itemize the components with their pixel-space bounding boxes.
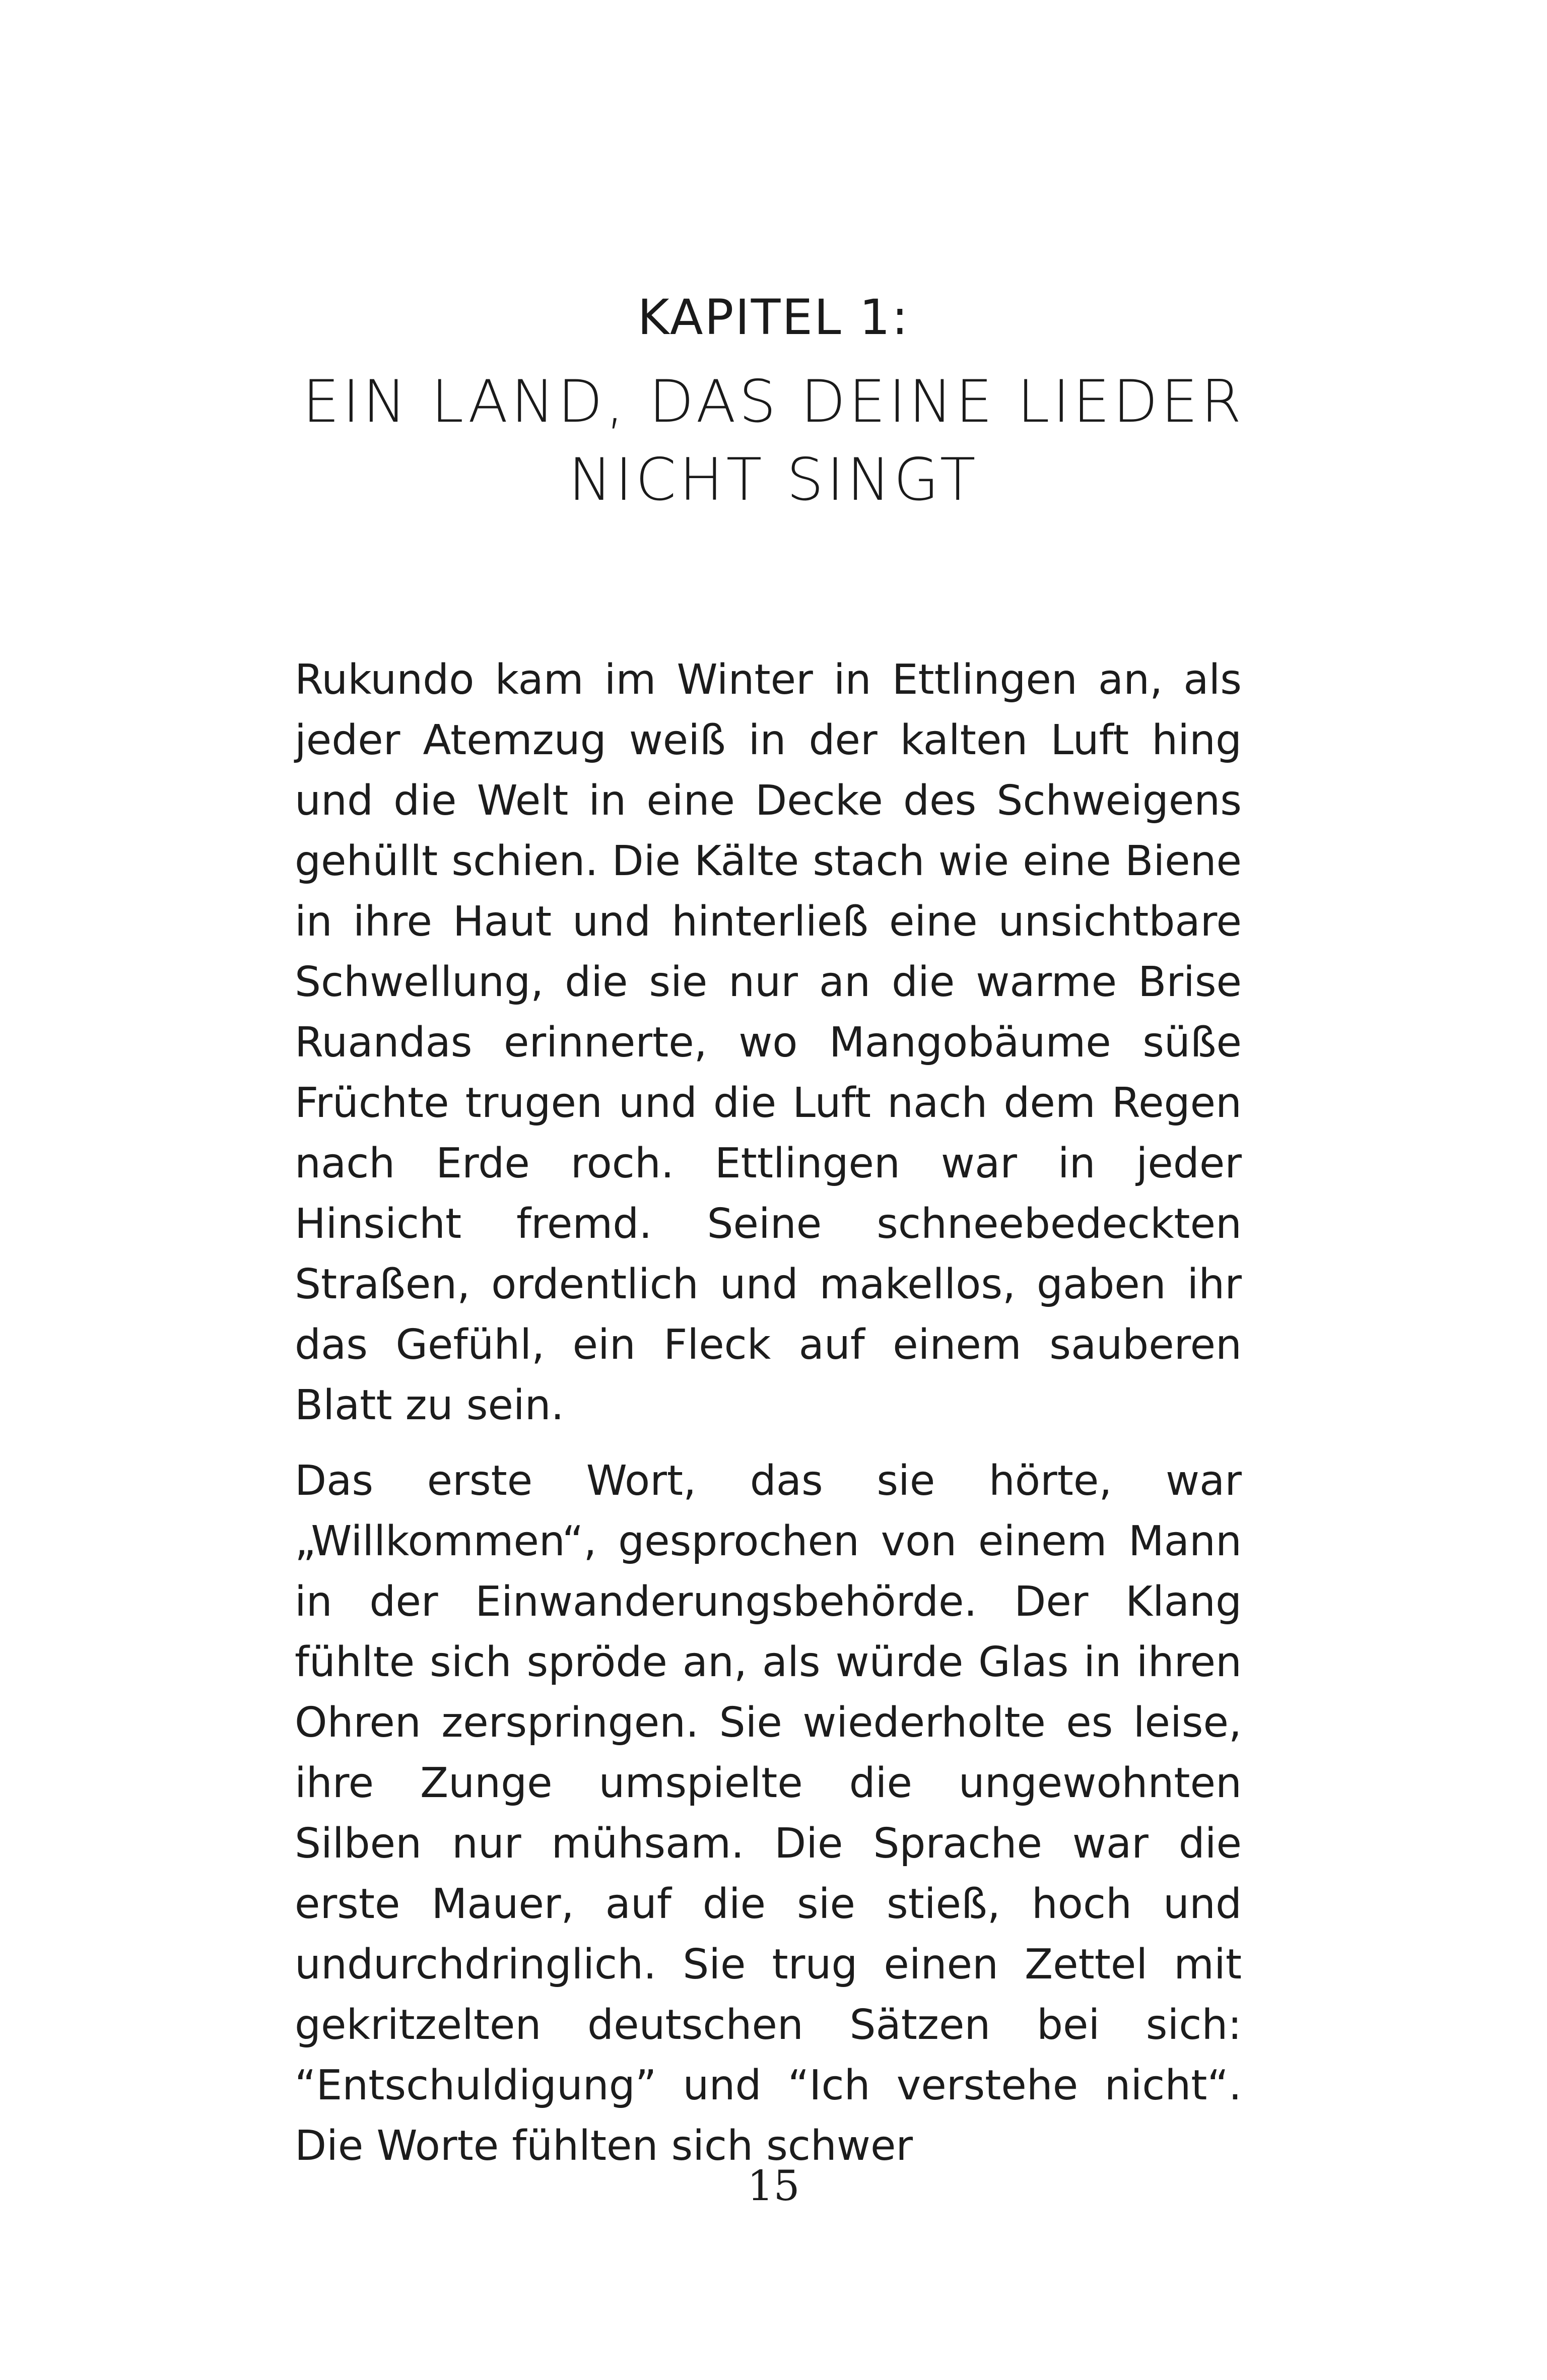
paragraph: Rukundo kam im Winter in Ettlingen an, als jeder Atemzug weiß in der kalten Luft hing und die Welt in eine Decke des Schweigens gehüllt schien. Die Kälte stach wie eine Biene in ihre Haut und hinterließ eine unsichtbare Schwellung, die sie nur an die warme Brise Ruandas erinnerte, wo Mangobäume süße Früchte trugen und die Luft nach dem Regen nach Erde roch. Ettlingen war in jeder Hinsicht fremd. Seine schneebedeckten Straßen, ordentlich und makellos, gaben ihr das Gefühl, ein Fleck auf einem sauberen Blatt zu sein. — [295, 656, 1242, 1429]
chapter-title-line-2: NICHT SINGT — [568, 446, 979, 514]
chapter-title-line-1: EIN LAND, DAS DEINE LIEDER — [302, 368, 1245, 436]
page-number: 15 — [747, 2162, 800, 2210]
paragraph: Das erste Wort, das sie hörte, war „Willkommen“, gesprochen von einem Mann in der Einwanderungsbehörde. Der Klang fühlte sich spröde an, als würde Glas in ihren Ohren zerspringen. Sie wiederholte es leise, ihre Zunge umspielte die ungewohnten Silben nur mühsam. Die Sprache war die erste Mauer, auf die sie stieß, hoch und undurchdringlich. Sie trug einen Zettel mit gekritzelten deutschen Sätzen bei sich: “Entschuldigung” und “Ich verstehe nicht“. Die Worte fühlten sich schwer — [295, 1457, 1242, 2170]
chapter-label: KAPITEL 1: — [637, 289, 910, 346]
chapter-title — [0, 363, 1547, 519]
body-text — [295, 650, 1242, 2176]
